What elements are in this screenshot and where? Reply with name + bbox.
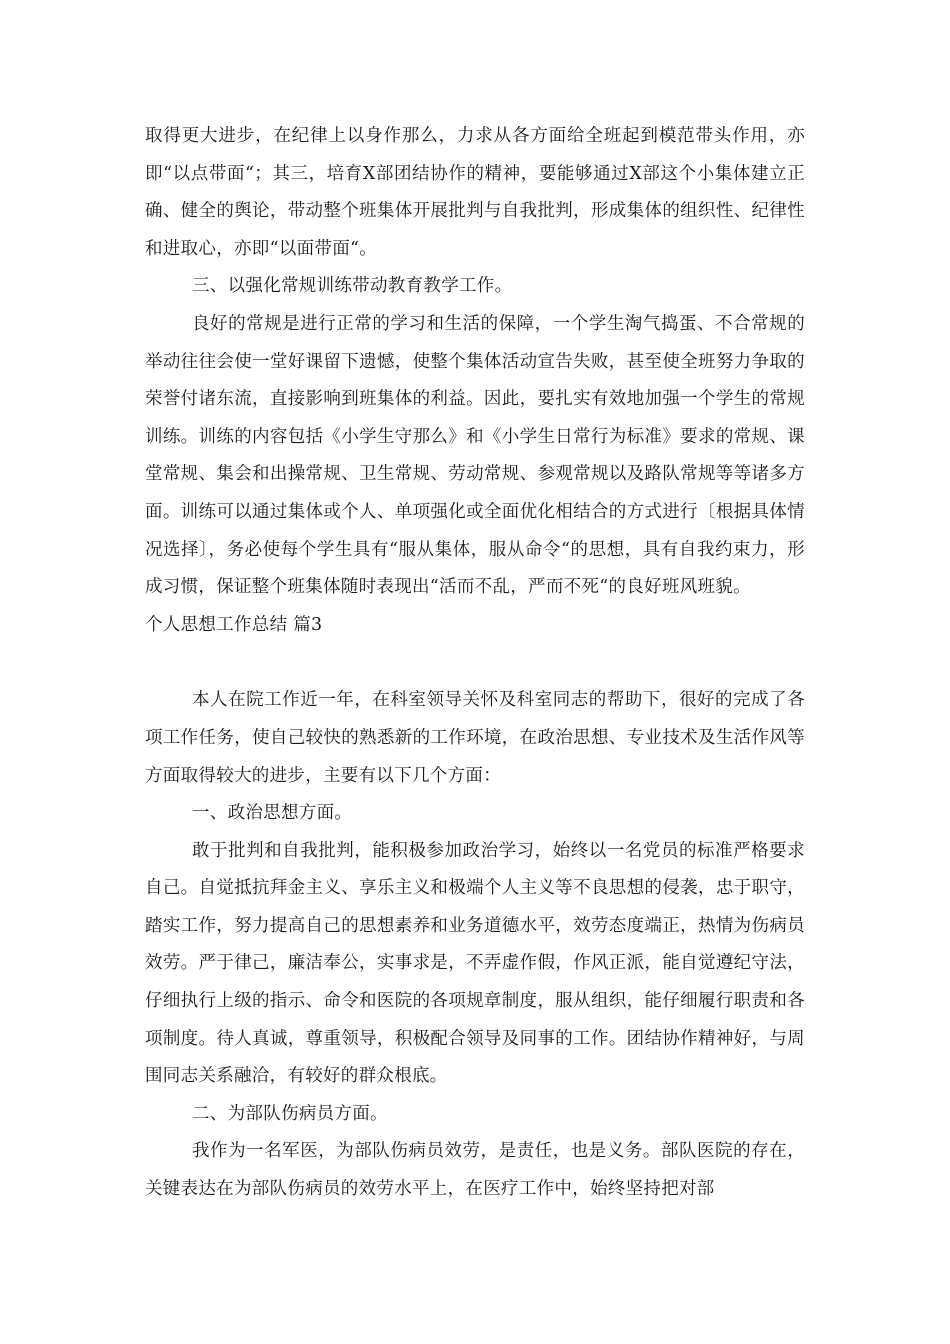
paragraph-continuation: 取得更大进步，在纪律上以身作那么，力求从各方面给全班起到模范带头作用，亦即“以点带面“；其三，培育X部团结协作的精神，要能够通过X部这个小集体建立正确、健全的舆论，带动整个班集体开展批判与自我批判，形成集体的组织性、纪律性和进取心，亦即“以面带面“。 xyxy=(145,126,805,259)
paragraph-intro: 本人在院工作近一年，在科室领导关怀及科室同志的帮助下，很好的完成了各项工作任务，使自己较快的熟悉新的工作环境，在政治思想、专业技术及生活作风等方面取得较大的进步，主要有以下几个方面： xyxy=(145,690,805,786)
subheading-political-thought: 一、政治思想方面。 xyxy=(192,803,353,824)
section-spacer xyxy=(145,644,805,682)
subheading-serving-wounded: 二、为部队伤病员方面。 xyxy=(192,1103,388,1124)
paragraph-routine-training: 良好的常规是进行正常的学习和生活的保障，一个学生淘气捣蛋、不合常规的举动往往会使一堂好课留下遗憾，使整个集体活动宣告失败，甚至使全班努力争取的荣誉付诸东流，直接影响到班集体的利益。因此，要扎实有效地加强一个学生的常规训练。训练的内容包括《小学生守那么》和《小学生日常行为标准》要求的常规、课堂常规、集会和出操常规、卫生常规、劳动常规、参观常规以及路队常规等等诸多方面。训练可以通过集体或个人、单项强化或全面优化相结合的方式进行〔根据具体情况选择〕，务必使每个学生具有“服从集体，服从命令“的思想，具有自我约束力，形成习惯，保证整个班集体随时表现出“活而不乱，严而不死“的良好班风班貌。 xyxy=(145,313,805,598)
section-title: 个人思想工作总结 篇3 xyxy=(145,614,323,635)
subheading-routine-training: 三、以强化常规训练带动教育教学工作。 xyxy=(192,276,513,297)
document-page xyxy=(145,118,805,1209)
paragraph-political-thought: 敢于批判和自我批判，能积极参加政治学习，始终以一名党员的标准严格要求自己。自觉抵抗拜金主义、享乐主义和极端个人主义等不良思想的侵袭，忠于职守，踏实工作，努力提高自己的思想素养和业务道德水平，效劳态度端正，热情为伤病员效劳。严于律己，廉洁奉公，实事求是，不弄虚作假，作风正派，能自觉遵纪守法，仔细执行上级的指示、命令和医院的各项规章制度，服从组织，能仔细履行职责和各项制度。待人真诚，尊重领导，积极配合领导及同事的工作。团结协作精神好，与周围同志关系融洽，有较好的群众根底。 xyxy=(145,840,805,1087)
paragraph-serving-wounded: 我作为一名军医，为部队伤病员效劳，是责任，也是义务。部队医院的存在，关键表达在为部队伤病员的效劳水平上，在医疗工作中，始终坚持把对部 xyxy=(145,1141,805,1200)
